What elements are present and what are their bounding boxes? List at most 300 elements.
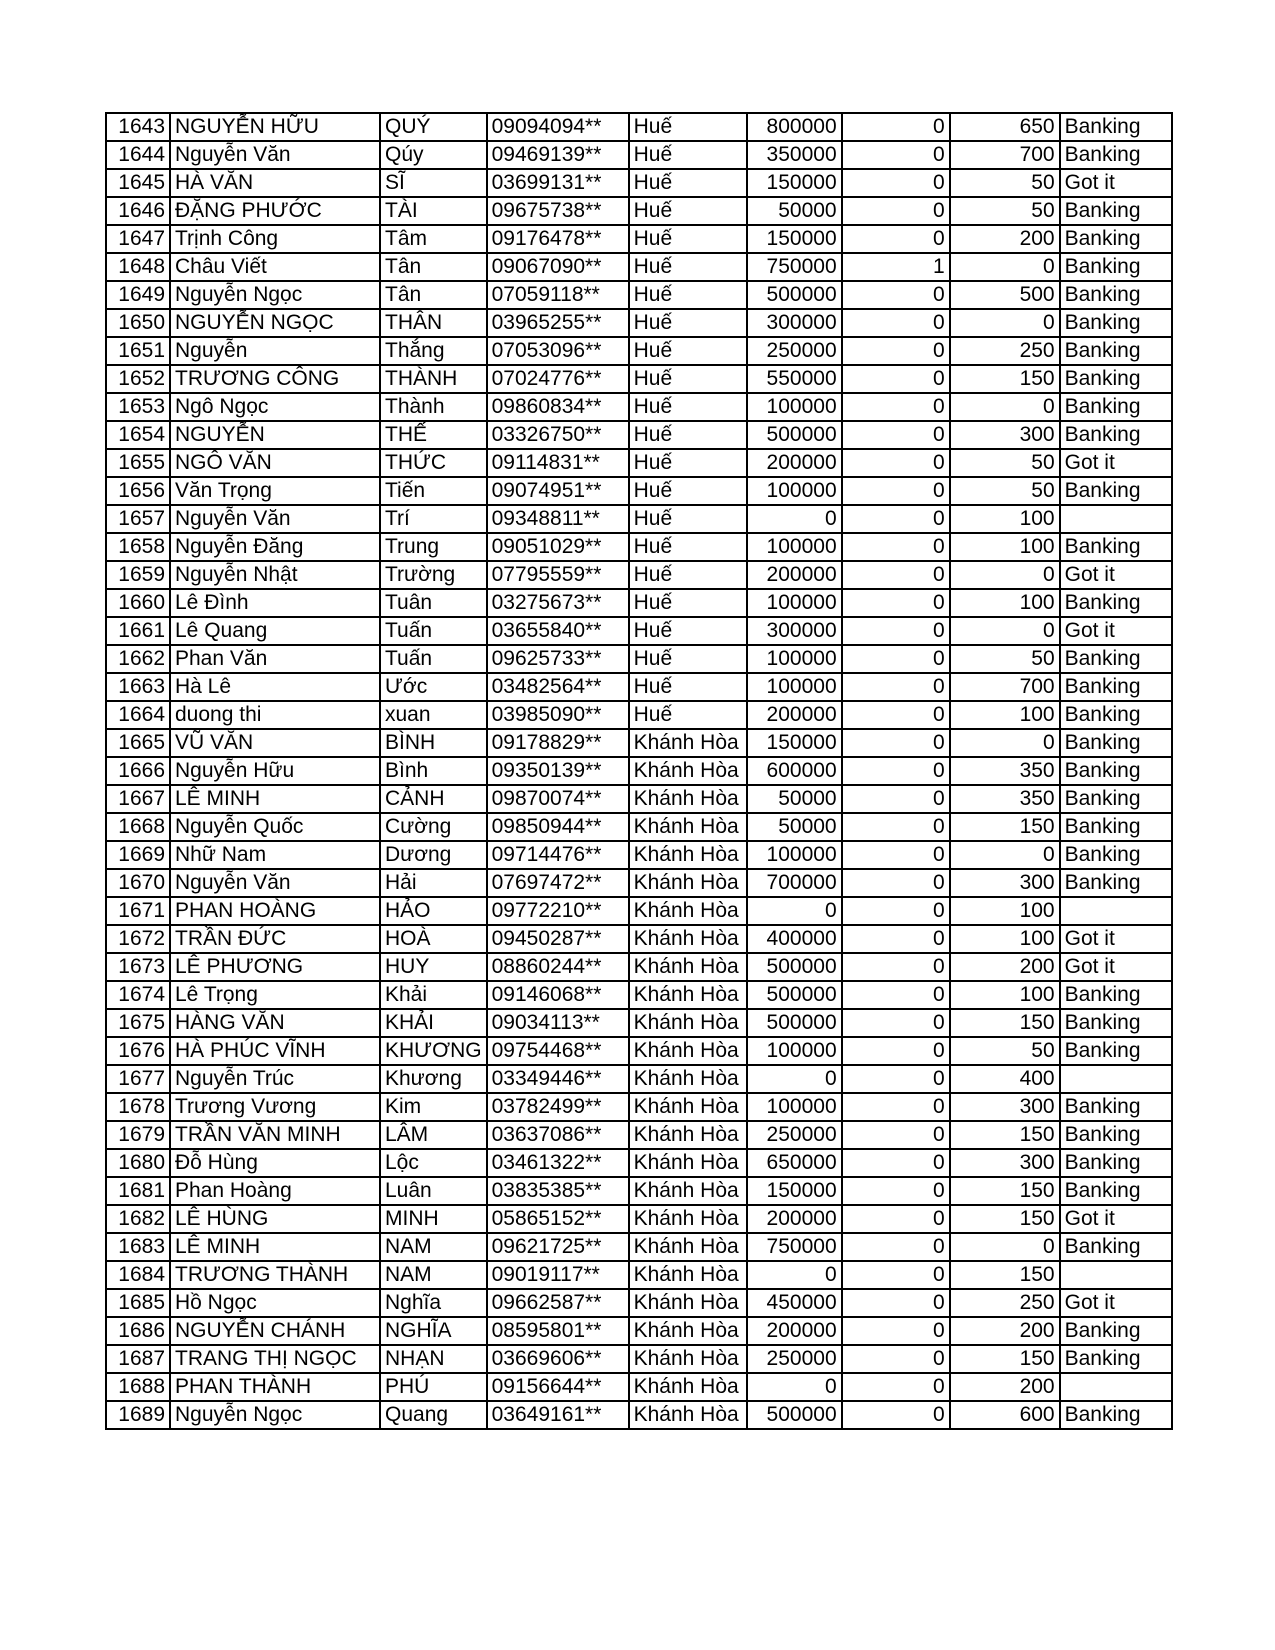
cell-payment-method: Banking	[1060, 533, 1172, 561]
cell-row-id: 1658	[106, 533, 170, 561]
cell-points: 0	[950, 729, 1060, 757]
cell-flag: 0	[842, 1261, 950, 1289]
cell-province: Huế	[629, 393, 747, 421]
cell-amount: 250000	[747, 1345, 842, 1373]
table-row	[106, 1289, 1172, 1317]
cell-row-id: 1679	[106, 1121, 170, 1149]
cell-first-name: Cường	[380, 813, 487, 841]
table-row	[106, 449, 1172, 477]
cell-row-id: 1662	[106, 645, 170, 673]
cell-flag: 0	[842, 729, 950, 757]
cell-points: 0	[950, 1233, 1060, 1261]
cell-amount: 750000	[747, 1233, 842, 1261]
cell-last-name: Nguyễn Văn	[170, 141, 380, 169]
cell-phone: 09469139**	[487, 141, 629, 169]
cell-phone: 09625733**	[487, 645, 629, 673]
cell-payment-method: Got it	[1060, 449, 1172, 477]
cell-payment-method: Banking	[1060, 477, 1172, 505]
cell-points: 50	[950, 197, 1060, 225]
table-row	[106, 421, 1172, 449]
cell-last-name: Nguyễn Văn	[170, 505, 380, 533]
table-row	[106, 1177, 1172, 1205]
cell-phone: 07024776**	[487, 365, 629, 393]
cell-amount: 100000	[747, 533, 842, 561]
cell-first-name: Thành	[380, 393, 487, 421]
cell-last-name: LÊ HÙNG	[170, 1205, 380, 1233]
cell-payment-method: Banking	[1060, 281, 1172, 309]
cell-payment-method: Got it	[1060, 1205, 1172, 1233]
cell-row-id: 1653	[106, 393, 170, 421]
cell-phone: 09034113**	[487, 1009, 629, 1037]
cell-amount: 400000	[747, 925, 842, 953]
cell-points: 150	[950, 365, 1060, 393]
cell-province: Khánh Hòa	[629, 981, 747, 1009]
cell-first-name: THÂN	[380, 309, 487, 337]
cell-first-name: TÀI	[380, 197, 487, 225]
cell-amount: 100000	[747, 1093, 842, 1121]
cell-row-id: 1674	[106, 981, 170, 1009]
cell-row-id: 1657	[106, 505, 170, 533]
cell-amount: 200000	[747, 449, 842, 477]
cell-first-name: Tuân	[380, 589, 487, 617]
cell-row-id: 1682	[106, 1205, 170, 1233]
cell-province: Khánh Hòa	[629, 1205, 747, 1233]
cell-row-id: 1683	[106, 1233, 170, 1261]
cell-province: Huế	[629, 533, 747, 561]
cell-first-name: Tiến	[380, 477, 487, 505]
cell-province: Huế	[629, 113, 747, 141]
cell-payment-method: Banking	[1060, 813, 1172, 841]
cell-first-name: KHẢI	[380, 1009, 487, 1037]
cell-last-name: Nguyễn Quốc	[170, 813, 380, 841]
cell-amount: 100000	[747, 645, 842, 673]
cell-first-name: LÂM	[380, 1121, 487, 1149]
cell-last-name: HÀ PHÚC VĨNH	[170, 1037, 380, 1065]
cell-points: 300	[950, 421, 1060, 449]
cell-row-id: 1668	[106, 813, 170, 841]
cell-last-name: NGÔ VĂN	[170, 449, 380, 477]
cell-last-name: LÊ MINH	[170, 1233, 380, 1261]
cell-last-name: PHAN THÀNH	[170, 1373, 380, 1401]
cell-last-name: Hà Lê	[170, 673, 380, 701]
cell-first-name: BÌNH	[380, 729, 487, 757]
cell-flag: 0	[842, 1289, 950, 1317]
table-row	[106, 365, 1172, 393]
cell-amount: 50000	[747, 785, 842, 813]
cell-last-name: Hồ Ngọc	[170, 1289, 380, 1317]
cell-payment-method: Banking	[1060, 1093, 1172, 1121]
cell-row-id: 1672	[106, 925, 170, 953]
cell-row-id: 1687	[106, 1345, 170, 1373]
cell-first-name: PHÚ	[380, 1373, 487, 1401]
cell-row-id: 1661	[106, 617, 170, 645]
cell-first-name: HUY	[380, 953, 487, 981]
cell-last-name: Lê Trọng	[170, 981, 380, 1009]
cell-points: 150	[950, 1121, 1060, 1149]
cell-province: Huế	[629, 645, 747, 673]
cell-amount: 300000	[747, 617, 842, 645]
cell-last-name: Phan Văn	[170, 645, 380, 673]
cell-points: 0	[950, 561, 1060, 589]
cell-flag: 0	[842, 169, 950, 197]
cell-payment-method: Banking	[1060, 981, 1172, 1009]
cell-last-name: NGUYỄN	[170, 421, 380, 449]
cell-flag: 0	[842, 533, 950, 561]
cell-points: 500	[950, 281, 1060, 309]
cell-payment-method: Banking	[1060, 1009, 1172, 1037]
cell-payment-method: Banking	[1060, 785, 1172, 813]
cell-flag: 0	[842, 1345, 950, 1373]
cell-phone: 09675738**	[487, 197, 629, 225]
cell-flag: 0	[842, 925, 950, 953]
cell-amount: 650000	[747, 1149, 842, 1177]
cell-phone: 07795559**	[487, 561, 629, 589]
cell-points: 200	[950, 225, 1060, 253]
cell-row-id: 1665	[106, 729, 170, 757]
cell-first-name: Qúy	[380, 141, 487, 169]
cell-row-id: 1684	[106, 1261, 170, 1289]
cell-phone: 03669606**	[487, 1345, 629, 1373]
cell-points: 300	[950, 1093, 1060, 1121]
cell-first-name: xuan	[380, 701, 487, 729]
cell-phone: 09350139**	[487, 757, 629, 785]
cell-last-name: Văn Trọng	[170, 477, 380, 505]
table-row	[106, 1401, 1172, 1429]
cell-flag: 0	[842, 1401, 950, 1429]
cell-first-name: Tâm	[380, 225, 487, 253]
cell-phone: 09146068**	[487, 981, 629, 1009]
cell-last-name: TRƯƠNG CÔNG	[170, 365, 380, 393]
cell-payment-method: Banking	[1060, 1401, 1172, 1429]
cell-flag: 0	[842, 1233, 950, 1261]
cell-row-id: 1648	[106, 253, 170, 281]
cell-first-name: Trung	[380, 533, 487, 561]
cell-row-id: 1671	[106, 897, 170, 925]
cell-flag: 0	[842, 1065, 950, 1093]
cell-points: 50	[950, 477, 1060, 505]
cell-province: Khánh Hòa	[629, 869, 747, 897]
cell-phone: 09074951**	[487, 477, 629, 505]
cell-last-name: Nguyễn Ngọc	[170, 281, 380, 309]
cell-phone: 09450287**	[487, 925, 629, 953]
cell-row-id: 1655	[106, 449, 170, 477]
cell-phone: 09754468**	[487, 1037, 629, 1065]
cell-last-name: Phan Hoàng	[170, 1177, 380, 1205]
cell-flag: 0	[842, 813, 950, 841]
cell-flag: 0	[842, 1093, 950, 1121]
cell-first-name: HOÀ	[380, 925, 487, 953]
table-row	[106, 1317, 1172, 1345]
cell-province: Khánh Hòa	[629, 1093, 747, 1121]
cell-amount: 250000	[747, 1121, 842, 1149]
cell-phone: 09114831**	[487, 449, 629, 477]
cell-flag: 0	[842, 1009, 950, 1037]
cell-first-name: THẾ	[380, 421, 487, 449]
cell-points: 100	[950, 981, 1060, 1009]
cell-row-id: 1664	[106, 701, 170, 729]
cell-phone: 03637086**	[487, 1121, 629, 1149]
cell-payment-method: Banking	[1060, 589, 1172, 617]
cell-flag: 0	[842, 1121, 950, 1149]
cell-amount: 500000	[747, 281, 842, 309]
table-row	[106, 1121, 1172, 1149]
cell-payment-method: Banking	[1060, 113, 1172, 141]
cell-province: Huế	[629, 281, 747, 309]
cell-last-name: Trương Vương	[170, 1093, 380, 1121]
cell-points: 200	[950, 1373, 1060, 1401]
cell-last-name: TRẦN ĐỨC	[170, 925, 380, 953]
table-row	[106, 1037, 1172, 1065]
cell-flag: 0	[842, 953, 950, 981]
cell-amount: 0	[747, 1261, 842, 1289]
cell-amount: 750000	[747, 253, 842, 281]
table-row	[106, 169, 1172, 197]
cell-flag: 0	[842, 897, 950, 925]
cell-amount: 100000	[747, 673, 842, 701]
cell-points: 150	[950, 813, 1060, 841]
cell-points: 150	[950, 1345, 1060, 1373]
cell-flag: 0	[842, 141, 950, 169]
cell-province: Khánh Hòa	[629, 925, 747, 953]
table-row	[106, 813, 1172, 841]
cell-province: Huế	[629, 589, 747, 617]
cell-payment-method: Banking	[1060, 869, 1172, 897]
cell-payment-method: Banking	[1060, 337, 1172, 365]
table-row	[106, 337, 1172, 365]
cell-phone: 03349446**	[487, 1065, 629, 1093]
cell-last-name: Châu Viết	[170, 253, 380, 281]
cell-last-name: Đỗ Hùng	[170, 1149, 380, 1177]
table-row	[106, 533, 1172, 561]
cell-points: 150	[950, 1205, 1060, 1233]
cell-flag: 0	[842, 477, 950, 505]
cell-phone: 09714476**	[487, 841, 629, 869]
table-row	[106, 729, 1172, 757]
cell-row-id: 1651	[106, 337, 170, 365]
table-row	[106, 925, 1172, 953]
cell-first-name: SĨ	[380, 169, 487, 197]
cell-province: Huế	[629, 561, 747, 589]
cell-points: 50	[950, 169, 1060, 197]
cell-phone: 09860834**	[487, 393, 629, 421]
cell-points: 400	[950, 1065, 1060, 1093]
cell-last-name: Nguyễn Đăng	[170, 533, 380, 561]
cell-amount: 500000	[747, 981, 842, 1009]
cell-phone: 09662587**	[487, 1289, 629, 1317]
cell-amount: 250000	[747, 337, 842, 365]
cell-first-name: Quang	[380, 1401, 487, 1429]
cell-province: Khánh Hòa	[629, 953, 747, 981]
cell-first-name: Trí	[380, 505, 487, 533]
table-row	[106, 281, 1172, 309]
cell-points: 350	[950, 757, 1060, 785]
cell-last-name: LÊ PHƯƠNG	[170, 953, 380, 981]
cell-province: Khánh Hòa	[629, 1289, 747, 1317]
cell-row-id: 1686	[106, 1317, 170, 1345]
cell-phone: 09019117**	[487, 1261, 629, 1289]
cell-amount: 100000	[747, 1037, 842, 1065]
cell-province: Huế	[629, 617, 747, 645]
cell-province: Huế	[629, 197, 747, 225]
cell-first-name: Trường	[380, 561, 487, 589]
cell-first-name: Dương	[380, 841, 487, 869]
cell-last-name: Nguyễn	[170, 337, 380, 365]
cell-amount: 150000	[747, 729, 842, 757]
cell-first-name: CẢNH	[380, 785, 487, 813]
cell-payment-method: Banking	[1060, 1037, 1172, 1065]
table-row	[106, 1065, 1172, 1093]
cell-amount: 200000	[747, 701, 842, 729]
cell-first-name: Luân	[380, 1177, 487, 1205]
table-row	[106, 1009, 1172, 1037]
cell-payment-method: Banking	[1060, 729, 1172, 757]
cell-flag: 0	[842, 645, 950, 673]
cell-last-name: Nguyễn Hữu	[170, 757, 380, 785]
cell-amount: 800000	[747, 113, 842, 141]
cell-row-id: 1646	[106, 197, 170, 225]
cell-last-name: Nhữ Nam	[170, 841, 380, 869]
cell-flag: 0	[842, 421, 950, 449]
cell-last-name: TRẦN VĂN MINH	[170, 1121, 380, 1149]
cell-last-name: Nguyễn Ngọc	[170, 1401, 380, 1429]
cell-flag: 0	[842, 1317, 950, 1345]
cell-flag: 1	[842, 253, 950, 281]
cell-amount: 500000	[747, 953, 842, 981]
cell-row-id: 1666	[106, 757, 170, 785]
cell-phone: 03985090**	[487, 701, 629, 729]
table-row	[106, 617, 1172, 645]
cell-row-id: 1650	[106, 309, 170, 337]
cell-flag: 0	[842, 197, 950, 225]
cell-payment-method: Got it	[1060, 561, 1172, 589]
cell-flag: 0	[842, 365, 950, 393]
cell-last-name: Nguyễn Văn	[170, 869, 380, 897]
cell-phone: 03461322**	[487, 1149, 629, 1177]
table-row	[106, 701, 1172, 729]
cell-flag: 0	[842, 1177, 950, 1205]
cell-points: 0	[950, 253, 1060, 281]
table-row	[106, 1149, 1172, 1177]
cell-payment-method	[1060, 897, 1172, 925]
cell-first-name: Tân	[380, 253, 487, 281]
cell-payment-method: Banking	[1060, 225, 1172, 253]
cell-payment-method	[1060, 1373, 1172, 1401]
cell-province: Khánh Hòa	[629, 1345, 747, 1373]
cell-payment-method: Banking	[1060, 253, 1172, 281]
cell-first-name: NGHĨA	[380, 1317, 487, 1345]
cell-payment-method: Banking	[1060, 1317, 1172, 1345]
cell-phone: 03482564**	[487, 673, 629, 701]
cell-phone: 03649161**	[487, 1401, 629, 1429]
cell-flag: 0	[842, 225, 950, 253]
cell-phone: 03782499**	[487, 1093, 629, 1121]
cell-amount: 50000	[747, 813, 842, 841]
cell-flag: 0	[842, 589, 950, 617]
cell-flag: 0	[842, 309, 950, 337]
cell-phone: 09176478**	[487, 225, 629, 253]
cell-points: 200	[950, 953, 1060, 981]
cell-first-name: NHẠN	[380, 1345, 487, 1373]
cell-last-name: ĐẶNG PHƯỚC	[170, 197, 380, 225]
cell-flag: 0	[842, 1149, 950, 1177]
cell-province: Huế	[629, 421, 747, 449]
cell-payment-method: Got it	[1060, 1289, 1172, 1317]
cell-payment-method: Banking	[1060, 1177, 1172, 1205]
table-row	[106, 869, 1172, 897]
cell-points: 100	[950, 701, 1060, 729]
cell-amount: 100000	[747, 393, 842, 421]
table-row	[106, 1373, 1172, 1401]
cell-first-name: QUÝ	[380, 113, 487, 141]
cell-points: 250	[950, 1289, 1060, 1317]
cell-last-name: Nguyễn Nhật	[170, 561, 380, 589]
cell-phone: 09178829**	[487, 729, 629, 757]
cell-first-name: Tân	[380, 281, 487, 309]
cell-payment-method: Banking	[1060, 393, 1172, 421]
cell-first-name: Nghĩa	[380, 1289, 487, 1317]
cell-payment-method: Banking	[1060, 197, 1172, 225]
cell-amount: 500000	[747, 1401, 842, 1429]
cell-province: Khánh Hòa	[629, 841, 747, 869]
cell-amount: 500000	[747, 1009, 842, 1037]
cell-province: Khánh Hòa	[629, 1317, 747, 1345]
table-row	[106, 197, 1172, 225]
cell-flag: 0	[842, 617, 950, 645]
table-row	[106, 1093, 1172, 1121]
cell-phone: 03699131**	[487, 169, 629, 197]
cell-amount: 350000	[747, 141, 842, 169]
cell-province: Khánh Hòa	[629, 897, 747, 925]
cell-phone: 03655840**	[487, 617, 629, 645]
cell-province: Huế	[629, 253, 747, 281]
cell-last-name: VŨ VĂN	[170, 729, 380, 757]
cell-province: Huế	[629, 169, 747, 197]
cell-last-name: Trịnh Công	[170, 225, 380, 253]
cell-phone: 07059118**	[487, 281, 629, 309]
cell-points: 100	[950, 505, 1060, 533]
cell-flag: 0	[842, 113, 950, 141]
cell-row-id: 1669	[106, 841, 170, 869]
cell-payment-method: Got it	[1060, 953, 1172, 981]
cell-row-id: 1673	[106, 953, 170, 981]
cell-payment-method: Banking	[1060, 701, 1172, 729]
cell-points: 350	[950, 785, 1060, 813]
cell-row-id: 1649	[106, 281, 170, 309]
cell-province: Huế	[629, 701, 747, 729]
cell-province: Huế	[629, 673, 747, 701]
table-row	[106, 253, 1172, 281]
cell-last-name: duong thi	[170, 701, 380, 729]
cell-points: 50	[950, 645, 1060, 673]
cell-payment-method: Banking	[1060, 1149, 1172, 1177]
data-table	[105, 112, 1173, 1430]
cell-row-id: 1660	[106, 589, 170, 617]
cell-points: 100	[950, 897, 1060, 925]
cell-flag: 0	[842, 1205, 950, 1233]
cell-last-name: LÊ MINH	[170, 785, 380, 813]
cell-first-name: Kim	[380, 1093, 487, 1121]
cell-amount: 500000	[747, 421, 842, 449]
cell-phone: 09772210**	[487, 897, 629, 925]
table-row	[106, 897, 1172, 925]
cell-payment-method	[1060, 1261, 1172, 1289]
cell-flag: 0	[842, 561, 950, 589]
table-row	[106, 1233, 1172, 1261]
cell-payment-method: Banking	[1060, 421, 1172, 449]
table-row	[106, 953, 1172, 981]
cell-row-id: 1645	[106, 169, 170, 197]
cell-flag: 0	[842, 673, 950, 701]
